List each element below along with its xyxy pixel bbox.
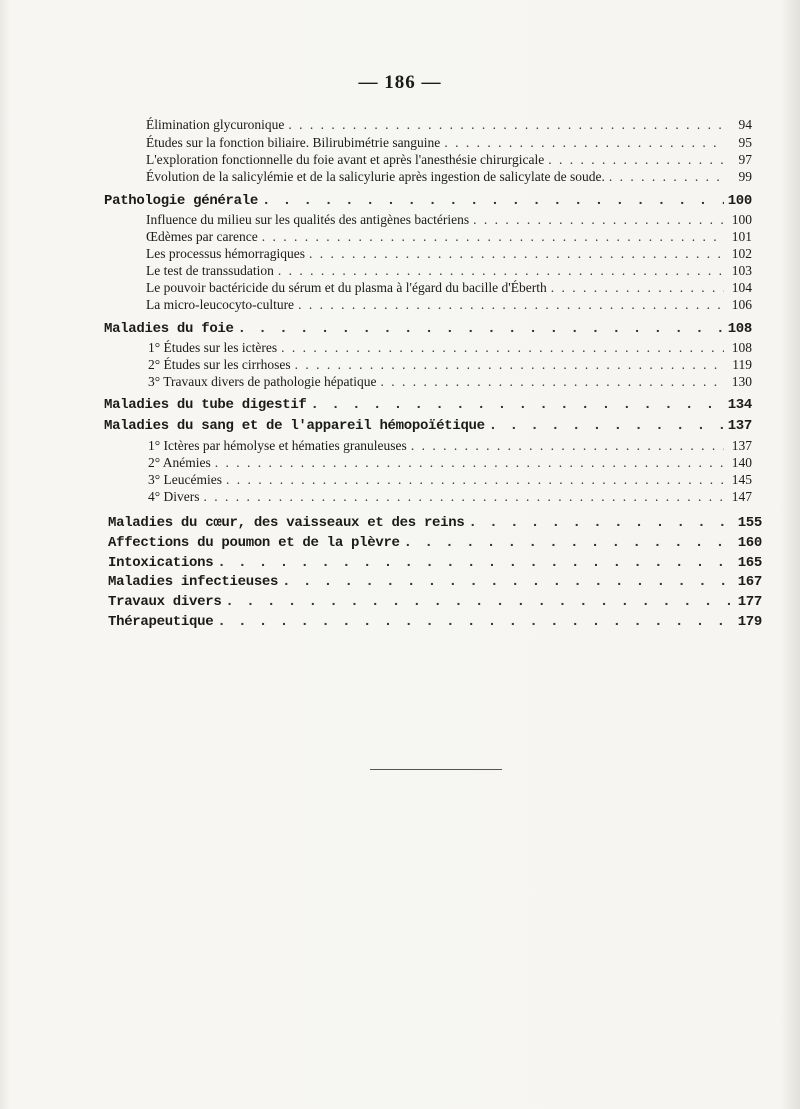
- toc-section-page: 137: [727, 418, 752, 434]
- toc-entry: [146, 279, 752, 297]
- dot-leader: [311, 396, 724, 414]
- toc-entry: [148, 373, 752, 391]
- toc-entry: [146, 262, 752, 280]
- dot-leader: [262, 192, 724, 210]
- dot-leader: [278, 262, 724, 280]
- toc-entry-label: 2° Anémies: [148, 455, 211, 470]
- toc-section-page: 177: [737, 594, 762, 610]
- dot-leader: [380, 373, 724, 391]
- toc-section-label: Maladies du tube digestif: [104, 397, 307, 413]
- toc-section-label: Thérapeutique: [108, 614, 214, 630]
- toc-section-label: Intoxications: [108, 555, 214, 571]
- toc-section: [108, 613, 762, 631]
- dot-leader: [411, 437, 724, 455]
- toc-section-page: 100: [727, 193, 752, 209]
- dot-leader: [282, 573, 734, 591]
- toc-entry-page: 97: [738, 152, 752, 167]
- toc-section-label: Pathologie générale: [104, 193, 258, 209]
- toc-entry: [148, 454, 752, 472]
- toc-entry: [146, 245, 752, 263]
- dot-leader: [288, 116, 724, 134]
- toc-entry-label: L'exploration fonctionnelle du foie avant et après l'anesthésie chirurgicale: [146, 152, 545, 167]
- dot-leader: [473, 211, 724, 229]
- toc-entry-page: 99: [738, 169, 752, 184]
- toc-entry-label: Le pouvoir bactéricide du sérum et du plasma à l'égard du bacille d'Éberth: [146, 280, 547, 295]
- dot-leader: [217, 554, 733, 572]
- toc-entry-label: Œdèmes par carence: [146, 229, 258, 244]
- toc-section-page: 179: [737, 614, 762, 630]
- dot-leader: [225, 593, 733, 611]
- toc-entry-label: 3° Travaux divers de pathologie hépatique: [148, 374, 377, 389]
- toc-section-page: 155: [737, 515, 762, 531]
- toc-section: [104, 396, 752, 414]
- toc-entry: [146, 228, 752, 246]
- dot-leader: [444, 134, 724, 152]
- toc-entry: [148, 471, 752, 489]
- toc-section-label: Maladies du sang et de l'appareil hémopoïétique: [104, 418, 485, 434]
- toc-entry-label: Études sur la fonction biliaire. Bilirubimétrie sanguine: [146, 135, 441, 150]
- toc-entry-label: Influence du milieu sur les qualités des antigènes bactériens: [146, 212, 470, 227]
- toc-entry-label: Évolution de la salicylémie et de la salicylurie après ingestion de salicylate de soude.: [146, 169, 605, 184]
- dot-leader: [548, 151, 724, 169]
- dot-leader: [551, 279, 724, 297]
- toc-section: [104, 417, 752, 435]
- toc-section-page: 160: [737, 535, 762, 551]
- toc-entry-label: 3° Leucémies: [148, 472, 222, 487]
- page-number: — 186 —: [358, 72, 442, 93]
- toc-entry-label: La micro-leucocyto-culture: [146, 297, 295, 312]
- toc-entry: [148, 356, 752, 374]
- toc-entry-page: 102: [731, 246, 752, 261]
- toc-entry: [146, 168, 752, 186]
- toc-entry: [146, 151, 752, 169]
- toc-entry-label: 1° Ictères par hémolyse et hématies granuleuses: [148, 438, 407, 453]
- toc-section-label: Affections du poumon et de la plèvre: [108, 535, 400, 551]
- toc-entry-page: 94: [738, 117, 752, 132]
- toc-section: [108, 573, 762, 591]
- dot-leader: [298, 296, 724, 314]
- toc-entry-page: 106: [731, 297, 752, 312]
- toc-section-label: Maladies du cœur, des vaisseaux et des reins: [108, 515, 465, 531]
- toc-entry-page: 145: [731, 472, 752, 487]
- toc-section: [108, 593, 762, 611]
- toc-entry-page: 130: [731, 374, 752, 389]
- dot-leader: [295, 356, 724, 374]
- toc-section-page: 167: [737, 574, 762, 590]
- toc-section-page: 134: [727, 397, 752, 413]
- dot-leader: [226, 471, 724, 489]
- toc-entry-label: 2° Études sur les cirrhoses: [148, 357, 291, 372]
- closing-rule: [370, 769, 502, 770]
- toc-section-page: 165: [737, 555, 762, 571]
- toc-section: [104, 320, 752, 338]
- toc-section: [108, 514, 762, 532]
- toc-entry-label: Le test de transsudation: [146, 263, 274, 278]
- toc-entry: [146, 211, 752, 229]
- toc-entry: [146, 296, 752, 314]
- toc-entry-page: 95: [738, 135, 752, 150]
- toc-entry-page: 140: [731, 455, 752, 470]
- toc-section-label: Travaux divers: [108, 594, 222, 610]
- toc-entry-page: 147: [731, 489, 752, 504]
- toc-section: [108, 554, 762, 572]
- toc-entry-page: 137: [731, 438, 752, 453]
- toc-entry-page: 101: [731, 229, 752, 244]
- toc-section: [108, 534, 762, 552]
- toc-entry: [146, 134, 752, 152]
- toc-entry: [148, 488, 752, 506]
- toc-entry-page: 119: [732, 357, 752, 372]
- toc-entry-page: 100: [731, 212, 752, 227]
- dot-leader: [404, 534, 734, 552]
- dot-leader: [238, 320, 724, 338]
- dot-leader: [281, 339, 724, 357]
- toc-entry-page: 103: [731, 263, 752, 278]
- dot-leader: [309, 245, 724, 263]
- toc-entry: [148, 437, 752, 455]
- dot-leader: [262, 228, 724, 246]
- toc-entry-page: 108: [731, 340, 752, 355]
- toc-entry-label: 1° Études sur les ictères: [148, 340, 278, 355]
- toc-section-page: 108: [727, 321, 752, 337]
- toc-section-label: Maladies du foie: [104, 321, 234, 337]
- dot-leader: [215, 454, 724, 472]
- toc-entry-label: Les processus hémorragiques: [146, 246, 305, 261]
- dot-leader: [489, 417, 724, 435]
- toc-section: [104, 192, 752, 210]
- dot-leader: [217, 613, 733, 631]
- toc-entry-label: 4° Divers: [148, 489, 200, 504]
- dot-leader: [609, 168, 724, 186]
- toc-entry-label: Élimination glycuronique: [146, 117, 285, 132]
- toc-entry-page: 104: [731, 280, 752, 295]
- toc-section-label: Maladies infectieuses: [108, 574, 279, 590]
- toc-entry: [148, 339, 752, 357]
- toc-entry: [146, 116, 752, 134]
- dot-leader: [468, 514, 733, 532]
- dot-leader: [204, 488, 724, 506]
